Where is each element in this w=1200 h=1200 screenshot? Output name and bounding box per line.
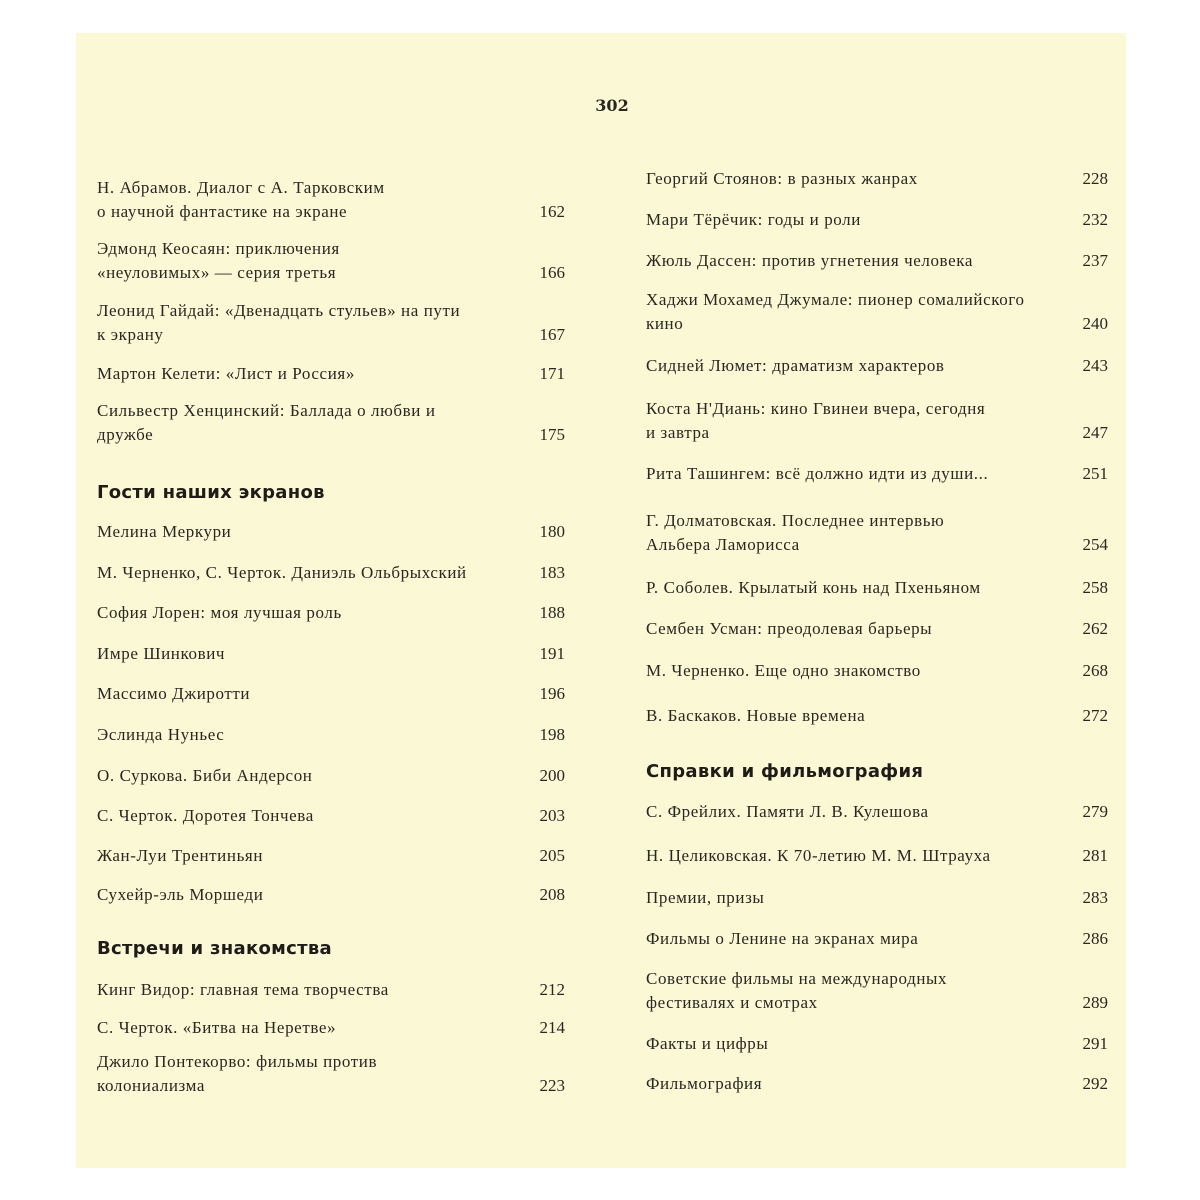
toc-entry-title: кино bbox=[646, 314, 684, 333]
toc-entry-title: Георгий Стоянов: в разных жанрах bbox=[646, 169, 918, 188]
toc-entry-title: С. Черток. «Битва на Неретве» bbox=[97, 1018, 337, 1037]
toc-page-number: 198 bbox=[539, 725, 565, 744]
toc-page-number: 212 bbox=[539, 980, 565, 999]
toc-page-number: 166 bbox=[539, 263, 565, 282]
toc-page-number: 237 bbox=[1082, 251, 1108, 270]
toc-entry-title: Кинг Видор: главная тема творчества bbox=[97, 980, 389, 999]
toc-entry-title: Эслинда Нуньес bbox=[97, 725, 225, 744]
toc-page-number: 283 bbox=[1082, 888, 1108, 907]
toc-entry-title: Фильмография bbox=[646, 1074, 763, 1093]
toc-page-number: 272 bbox=[1082, 706, 1108, 725]
toc-page-number: 200 bbox=[539, 766, 565, 785]
toc-entry bbox=[646, 509, 1108, 557]
toc-entry-title: Факты и цифры bbox=[646, 1034, 769, 1053]
toc-entry bbox=[646, 886, 1108, 910]
toc-entry-title: Мартон Келети: «Лист и Россия» bbox=[97, 364, 355, 383]
toc-page-number: 183 bbox=[539, 563, 565, 582]
page-number: 302 bbox=[595, 96, 629, 115]
toc-entry-title: Коста Н'Диань: кино Гвинеи вчера, сегодня bbox=[646, 399, 986, 418]
toc-page-number: 286 bbox=[1082, 929, 1108, 948]
toc-entry-title: дружбе bbox=[97, 425, 154, 444]
toc-entry-title: к экрану bbox=[97, 325, 164, 344]
toc-page-number: 162 bbox=[539, 202, 565, 221]
toc-entry-title: Леонид Гайдай: «Двенадцать стульев» на пути bbox=[97, 301, 461, 320]
toc-page-number: 188 bbox=[539, 603, 565, 622]
toc-entry-title: колониализма bbox=[97, 1076, 205, 1095]
section-heading: Гости наших экранов bbox=[97, 482, 325, 503]
toc-page-number: 180 bbox=[539, 522, 565, 541]
toc-entry-title: Фильмы о Ленине на экранах мира bbox=[646, 929, 919, 948]
toc-page-number: 258 bbox=[1082, 578, 1108, 597]
toc-entry-title: Сембен Усман: преодолевая барьеры bbox=[646, 619, 933, 638]
toc-entry bbox=[646, 1072, 1108, 1096]
book-page bbox=[76, 33, 1126, 1168]
toc-page-number: 167 bbox=[539, 325, 565, 344]
toc-entry-title: С. Фрейлих. Памяти Л. В. Кулешова bbox=[646, 802, 929, 821]
toc-entry bbox=[646, 576, 1108, 600]
toc-page-number: 289 bbox=[1082, 993, 1108, 1012]
toc-page-number: 292 bbox=[1082, 1074, 1108, 1093]
toc-entry-title: Альбера Ламорисса bbox=[646, 535, 800, 554]
toc-page-number: 171 bbox=[539, 364, 565, 383]
toc-entry bbox=[646, 704, 1108, 728]
toc-entry-title: М. Черненко. Еще одно знакомство bbox=[646, 661, 921, 680]
toc-entry-title: Эдмонд Кеосаян: приключения bbox=[97, 239, 340, 258]
toc-entry bbox=[646, 208, 1108, 232]
toc-entry-title: фестивалях и смотрах bbox=[646, 993, 818, 1012]
toc-entry-title: О. Суркова. Биби Андерсон bbox=[97, 766, 313, 785]
toc-entry bbox=[646, 800, 1108, 824]
toc-entry-title: М. Черненко, С. Черток. Даниэль Ольбрыхский bbox=[97, 563, 467, 582]
toc-entry-title: Сухейр-эль Моршеди bbox=[97, 885, 264, 904]
section-heading: Встречи и знакомства bbox=[97, 938, 333, 959]
toc-entry-title: Советские фильмы на международных bbox=[646, 969, 948, 988]
toc-entry bbox=[646, 1032, 1108, 1056]
toc-entry-title: Джило Понтекорво: фильмы против bbox=[97, 1052, 378, 1071]
toc-page-number: 175 bbox=[539, 425, 565, 444]
toc-entry-title: Жюль Дассен: против угнетения человека bbox=[646, 251, 973, 270]
toc-page-number: 262 bbox=[1082, 619, 1108, 638]
section-heading: Справки и фильмография bbox=[646, 761, 924, 782]
toc-page-number: 251 bbox=[1082, 464, 1108, 483]
toc-page-number: 279 bbox=[1082, 802, 1108, 821]
toc-page-number: 268 bbox=[1082, 661, 1108, 680]
toc-entry-title: С. Черток. Доротея Тончева bbox=[97, 806, 314, 825]
toc-entry-title: Мелина Меркури bbox=[97, 522, 232, 541]
toc-page-number: 247 bbox=[1082, 423, 1108, 442]
toc-entry bbox=[646, 844, 1108, 868]
toc-page-number: 191 bbox=[539, 644, 565, 663]
toc-entry-title: «неуловимых» — серия третья bbox=[97, 263, 337, 282]
toc-page-number: 240 bbox=[1082, 314, 1108, 333]
toc-entry-title: Сильвестр Хенцинский: Баллада о любви и bbox=[97, 401, 436, 420]
toc-entry bbox=[646, 249, 1108, 273]
toc-page-number: 196 bbox=[539, 684, 565, 703]
toc-page-number: 203 bbox=[539, 806, 565, 825]
toc-entry bbox=[646, 617, 1108, 641]
toc-page-number: 291 bbox=[1082, 1034, 1108, 1053]
toc-entry bbox=[646, 288, 1108, 336]
toc-page-number: 205 bbox=[539, 846, 565, 865]
toc-page-number: 214 bbox=[539, 1018, 565, 1037]
toc-entry-title: В. Баскаков. Новые времена bbox=[646, 706, 866, 725]
toc-page-number: 223 bbox=[539, 1076, 565, 1095]
toc-entry-title: Сидней Люмет: драматизм характеров bbox=[646, 356, 945, 375]
toc-entry-title: Н. Абрамов. Диалог с А. Тарковским bbox=[97, 178, 385, 197]
toc-entry-title: Р. Соболев. Крылатый конь над Пхеньяном bbox=[646, 578, 981, 597]
toc-page-number: 254 bbox=[1082, 535, 1108, 554]
toc-entry-title: и завтра bbox=[646, 423, 710, 442]
toc-entry bbox=[646, 397, 1108, 445]
toc-entry bbox=[646, 967, 1108, 1015]
right-column bbox=[76, 33, 1126, 1168]
toc-page-number: 228 bbox=[1082, 169, 1108, 188]
toc-entry-title: Н. Целиковская. К 70-летию М. М. Штрауха bbox=[646, 846, 991, 865]
toc-entry-title: Массимо Джиротти bbox=[97, 684, 251, 703]
toc-entry-title: Рита Ташингем: всё должно идти из души... bbox=[646, 464, 989, 483]
toc-page-number: 243 bbox=[1082, 356, 1108, 375]
toc-entry-title: Имре Шинкович bbox=[97, 644, 226, 663]
toc-entry-title: Хаджи Мохамед Джумале: пионер сомалийского bbox=[646, 290, 1025, 309]
toc-entry-title: Мари Тёрёчик: годы и роли bbox=[646, 210, 861, 229]
toc-entry-title: Премии, призы bbox=[646, 888, 765, 907]
toc-entry bbox=[646, 462, 1108, 486]
toc-entry-title: Жан-Луи Трентиньян bbox=[97, 846, 264, 865]
toc-entry bbox=[646, 354, 1108, 378]
toc-entry bbox=[646, 659, 1108, 683]
toc-entry-title: о научной фантастике на экране bbox=[97, 202, 348, 221]
toc-page-number: 208 bbox=[539, 885, 565, 904]
toc-entry-title: Г. Долматовская. Последнее интервью bbox=[646, 511, 945, 530]
toc-page-number: 232 bbox=[1082, 210, 1108, 229]
toc-entry bbox=[646, 927, 1108, 951]
toc-entry bbox=[646, 167, 1108, 191]
toc-page-number: 281 bbox=[1082, 846, 1108, 865]
toc-entry-title: София Лорен: моя лучшая роль bbox=[97, 603, 342, 622]
